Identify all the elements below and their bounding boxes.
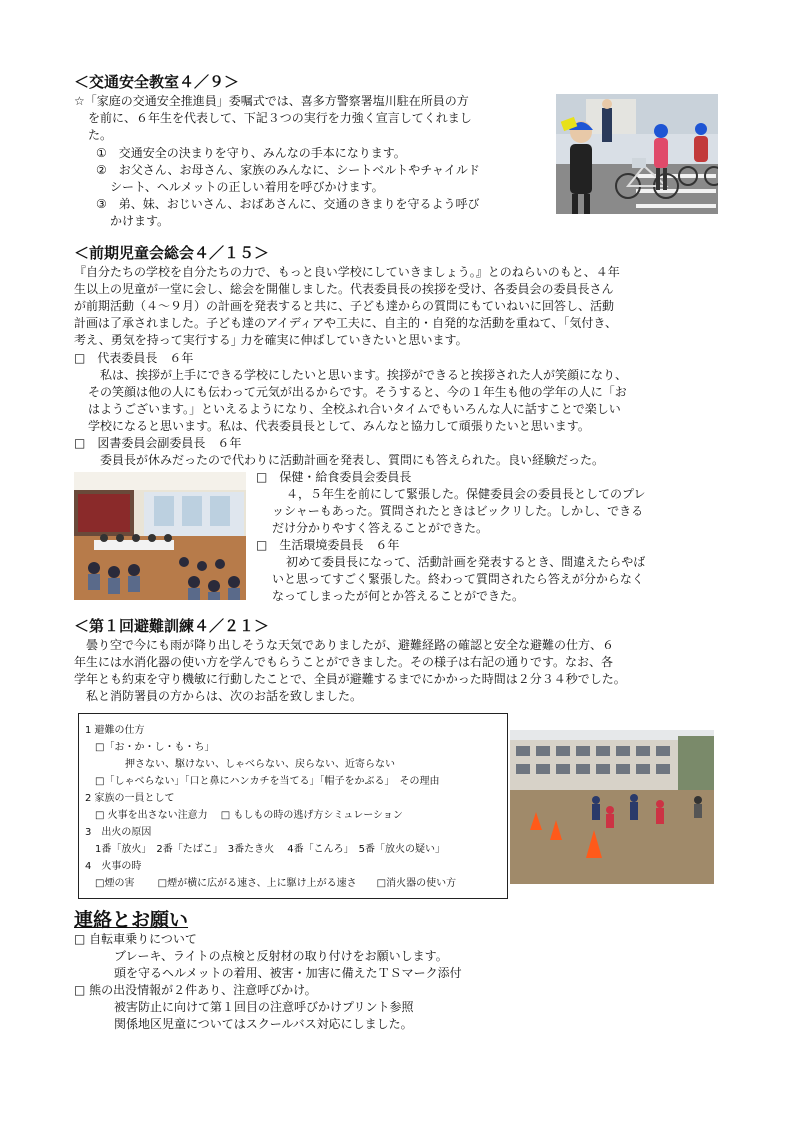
notice-bear-line-2: 関係地区児童についてはスクールバス対応にしました。 <box>114 1017 413 1031</box>
rep-chair-line-1: 私は、挨拶が上手にできる学校にしたいと思います。挨拶ができると挨拶された人が笑顔になり、 <box>88 368 628 382</box>
notice-bicycle-line-2: 頭を守るヘルメットの着用、被害・加害に備えたＴＳマーク添付 <box>114 966 462 980</box>
rep-chair-heading: □ 代表委員長 ６年 <box>74 351 194 365</box>
library-line: 委員長が休みだったので代わりに活動計画を発表し、質問にも答えられた。良い経験だった。 <box>100 453 605 467</box>
rep-chair-line-3: はようございます。」といえるようになり、全校ふれ合いタイムでもいろんな人に話すことで楽しい <box>88 402 621 416</box>
council-intro-4: 計画は了承されました。子ども達のアイディアや工夫に、自主的・自発的な活動を重ねて、｢気付き、 <box>74 316 617 330</box>
health-line-1: ４，５年生を前にして緊張した。保健委員会の委員長としてのプレ <box>286 487 646 501</box>
pledge-3b: かけます。 <box>110 214 170 228</box>
health-heading: □ 保健・給食委員会委員長 <box>256 470 412 484</box>
env-line-2: いと思ってすごく緊張した。終わって質問されたら答えが分からなく <box>272 572 644 586</box>
box-line-4: □「しゃべらない」｢口と鼻にハンカチを当てる｣「帽子をかぶる」 その理由 <box>85 776 440 787</box>
council-intro-2: 生以上の児童が一堂に会し、総会を開催しました。代表委員長の挨拶を受け、各委員会の委員長さん <box>74 282 614 296</box>
box-line-1: 1 避難の仕方 <box>85 725 145 736</box>
pledge-2b: シート、ヘルメットの正しい着用を呼びかけます。 <box>110 180 384 194</box>
box-line-9: 4 火事の時 <box>85 861 142 872</box>
box-line-7: 3 出火の原因 <box>85 827 152 838</box>
env-line-1: 初めて委員長になって、活動計画を発表するとき、間違えたらやば <box>286 555 646 569</box>
drill-heading: ＜第１回避難訓練４／２１＞ <box>74 617 270 635</box>
box-line-8: 1番「放火」 2番「たばこ」 3番たき火 4番「こんろ」 5番「放火の疑い」 <box>85 844 445 855</box>
library-heading: □ 図書委員会副委員長 ６年 <box>74 436 242 450</box>
box-line-3: 押さない、駆けない、しゃべらない、戻らない、近寄らない <box>85 759 395 770</box>
health-line-2: ッシャーもあった。質問されたときはビックリした。しかし、できる <box>272 504 644 518</box>
council-intro-5: 考え、勇気を持って実行する｣ 力を確実に伸ばしていきたいと思います。 <box>74 333 468 347</box>
pledge-2a: ② お父さん、お母さん、家族のみんなに、シートベルトやチャイルド <box>96 163 480 177</box>
council-intro-3: が前期活動（４～９月）の計画を発表すると共に、子ども達からの質問にもていねいに回答し、活動 <box>74 299 615 313</box>
traffic-safety-heading: ＜交通安全教室４／９＞ <box>74 73 240 91</box>
env-line-3: なってしまったが何とか答えることができた。 <box>272 589 525 603</box>
traffic-class-photo <box>556 94 718 214</box>
rep-chair-line-4: 学校になると思います。私は、代表委員長として、みんなと協力して頑張りたいと思います。 <box>88 419 590 433</box>
box-line-6: □ 火事を出さない注意力 □ もしもの時の逃げ方シミュレーション <box>85 810 403 821</box>
drill-talk-box <box>78 713 508 899</box>
notice-bear-line-1: 被害防止に向けて第１回目の注意呼びかけプリント参照 <box>114 1000 414 1014</box>
notice-bicycle-line-1: ブレーキ、ライトの点検と反射材の取り付けをお願いします。 <box>114 949 448 963</box>
box-line-10: □煙の害 □煙が横に広がる速さ、上に駆け上がる速さ □消火器の使い方 <box>85 878 457 889</box>
drill-line-3: 学年とも約束を守り機敏に行動したことで、全員が避難するまでにかかった時間は２分３４秒でした。 <box>74 672 626 686</box>
council-heading: ＜前期児童会総会４／１５＞ <box>74 244 270 262</box>
box-line-5: 2 家族の一員として <box>85 793 175 804</box>
health-line-3: だけ分かりやすく答えることができた。 <box>272 521 489 535</box>
traffic-intro-3: た。 <box>88 128 113 142</box>
drill-line-1: 曇り空で今にも雨が降り出しそうな天気でありましたが、避難経路の確認と安全な避難の仕方、６ <box>74 638 615 652</box>
notice-bear-heading: □ 熊の出没情報が２件あり、注意呼びかけ。 <box>74 983 317 997</box>
evacuation-drill-photo <box>510 730 714 884</box>
council-assembly-photo <box>74 472 246 600</box>
notices-heading: 連絡とお願い <box>74 909 189 931</box>
drill-line-2: 年生には水消化器の使い方を学んでもらうことができました。その様子は右記の通りです。なお、各 <box>74 655 614 669</box>
env-heading: □ 生活環境委員長 ６年 <box>256 538 400 552</box>
traffic-intro-1: ☆「家庭の交通安全推進員」委嘱式では、喜多方警察署塩川駐在所員の方 <box>74 94 469 108</box>
rep-chair-line-2: その笑顔は他の人にも伝わって元気が出るからです。そうすると、今の１年生も他の学年の人に「お <box>88 385 627 399</box>
pledge-1: ① 交通安全の決まりを守り、みんなの手本になります。 <box>96 146 406 160</box>
traffic-intro-2: を前に、６年生を代表して、下記３つの実行を力強く宣言してくれまし <box>88 111 472 125</box>
box-line-2: □「お・か・し・も・ち」 <box>85 742 215 753</box>
council-intro-1: 『自分たちの学校を自分たちの力で、もっと良い学校にしていきましょう。』とのねらいのもと、４年 <box>74 265 620 279</box>
drill-line-4: 私と消防署員の方からは、次のお話を致しました。 <box>74 689 363 703</box>
pledge-3a: ③ 弟、妹、おじいさん、おばあさんに、交通のきまりを守るよう呼び <box>96 197 480 211</box>
notice-bicycle-heading: □ 自転車乗りについて <box>74 932 197 946</box>
